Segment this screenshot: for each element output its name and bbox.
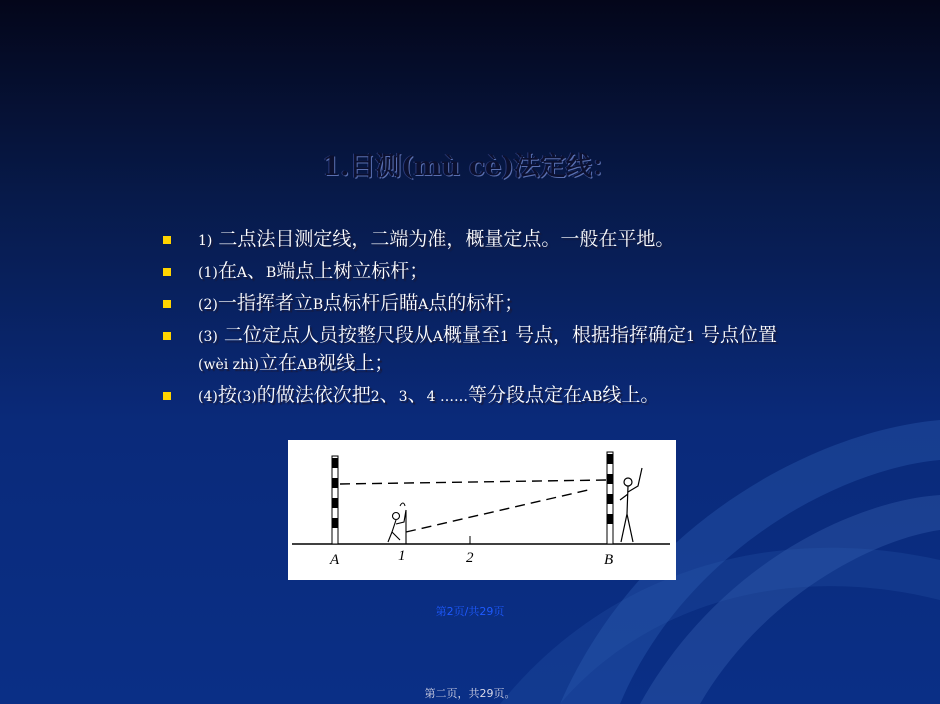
bullet-text-segment: 端点上树立标杆； <box>276 260 429 282</box>
bullet-text-segment: (wèi zhì) <box>198 357 259 373</box>
bullet-text-segment: 、 <box>407 384 427 406</box>
bullet-text-segment: (3) <box>236 389 257 405</box>
bullet-square-icon <box>163 332 171 340</box>
bullet-text <box>198 324 777 374</box>
bullet-item <box>160 322 800 378</box>
bullet-text-segment: 在 <box>217 260 237 282</box>
bullet-text <box>198 292 523 314</box>
bullet-text-segment: 3 <box>398 389 408 405</box>
bullet-square-icon <box>163 236 171 244</box>
label-A: A <box>330 552 340 568</box>
bullet-text-segment: A <box>432 329 444 345</box>
bullet-text-segment: 概量至 <box>443 324 501 346</box>
bullet-text-segment: B <box>266 265 277 281</box>
bullet-text-segment: (4) <box>198 389 218 405</box>
bullet-text-segment: 2 <box>370 389 380 405</box>
bullet-text-segment: 、 <box>246 260 266 282</box>
bullet-text-segment: 点的标杆； <box>428 292 524 314</box>
bullet-text-segment: 、 <box>379 384 399 406</box>
bullet-text-segment: 1 <box>500 329 509 345</box>
bullet-text <box>198 260 428 282</box>
label-point-2: 2 <box>466 550 474 566</box>
bullet-text-segment: 1 <box>686 329 695 345</box>
bullet-text-segment: 号点位置 <box>694 324 777 346</box>
bullet-text-segment: B <box>312 297 324 313</box>
bullet-text-segment: 线上。 <box>602 384 660 406</box>
bullet-text-segment: 号点，根据指挥确定 <box>508 324 686 346</box>
bullet-text-segment: 的做法依次把 <box>256 384 371 406</box>
bullet-item <box>160 226 800 254</box>
bullet-text-segment: 4 …… <box>426 389 468 405</box>
survey-diagram <box>288 440 676 580</box>
bullet-item <box>160 290 800 318</box>
label-B: B <box>604 552 614 568</box>
bullet-text-segment: 1) <box>198 233 213 249</box>
page-footer: 第二页，共29页。 <box>424 687 516 700</box>
bullet-text-segment: AB <box>297 357 318 373</box>
bullet-text-segment: 视线上； <box>317 352 394 374</box>
slide-title: 1.目测(mù cè)法定线： <box>322 152 618 182</box>
bullet-text-segment: 按 <box>217 384 237 406</box>
bullet-text-segment: (2) <box>198 297 218 313</box>
bullet-list <box>160 226 800 414</box>
bullet-item <box>160 258 800 286</box>
page-indicator: 第2页/共29页 <box>435 605 505 618</box>
bullet-text-segment: 点标杆后瞄 <box>323 292 419 314</box>
bullet-text-segment: 立在 <box>259 352 298 374</box>
bullet-text-segment: AB <box>581 389 603 405</box>
bullet-square-icon <box>163 300 171 308</box>
bullet-text-segment: (1) <box>198 265 218 281</box>
bullet-square-icon <box>163 392 171 400</box>
bullet-text-segment: A <box>236 265 247 281</box>
bullet-item <box>160 382 800 410</box>
bullet-text-segment: 一指挥者立 <box>217 292 313 314</box>
bullet-square-icon <box>163 268 171 276</box>
bullet-text-segment: 二点法目测定线，二端为准，概量定点。一般在平地。 <box>212 228 675 250</box>
label-point-1: 1 <box>398 548 406 564</box>
bullet-text-segment: A <box>418 297 429 313</box>
bullet-text-segment: (3) <box>198 329 218 345</box>
bullet-text <box>198 384 659 406</box>
bullet-text <box>198 228 674 250</box>
bullet-text-segment: 等分段点定在 <box>467 384 582 406</box>
bullet-text-segment: 二位定点人员按整尺段从 <box>217 324 433 346</box>
survey-diagram-svg <box>288 440 676 580</box>
